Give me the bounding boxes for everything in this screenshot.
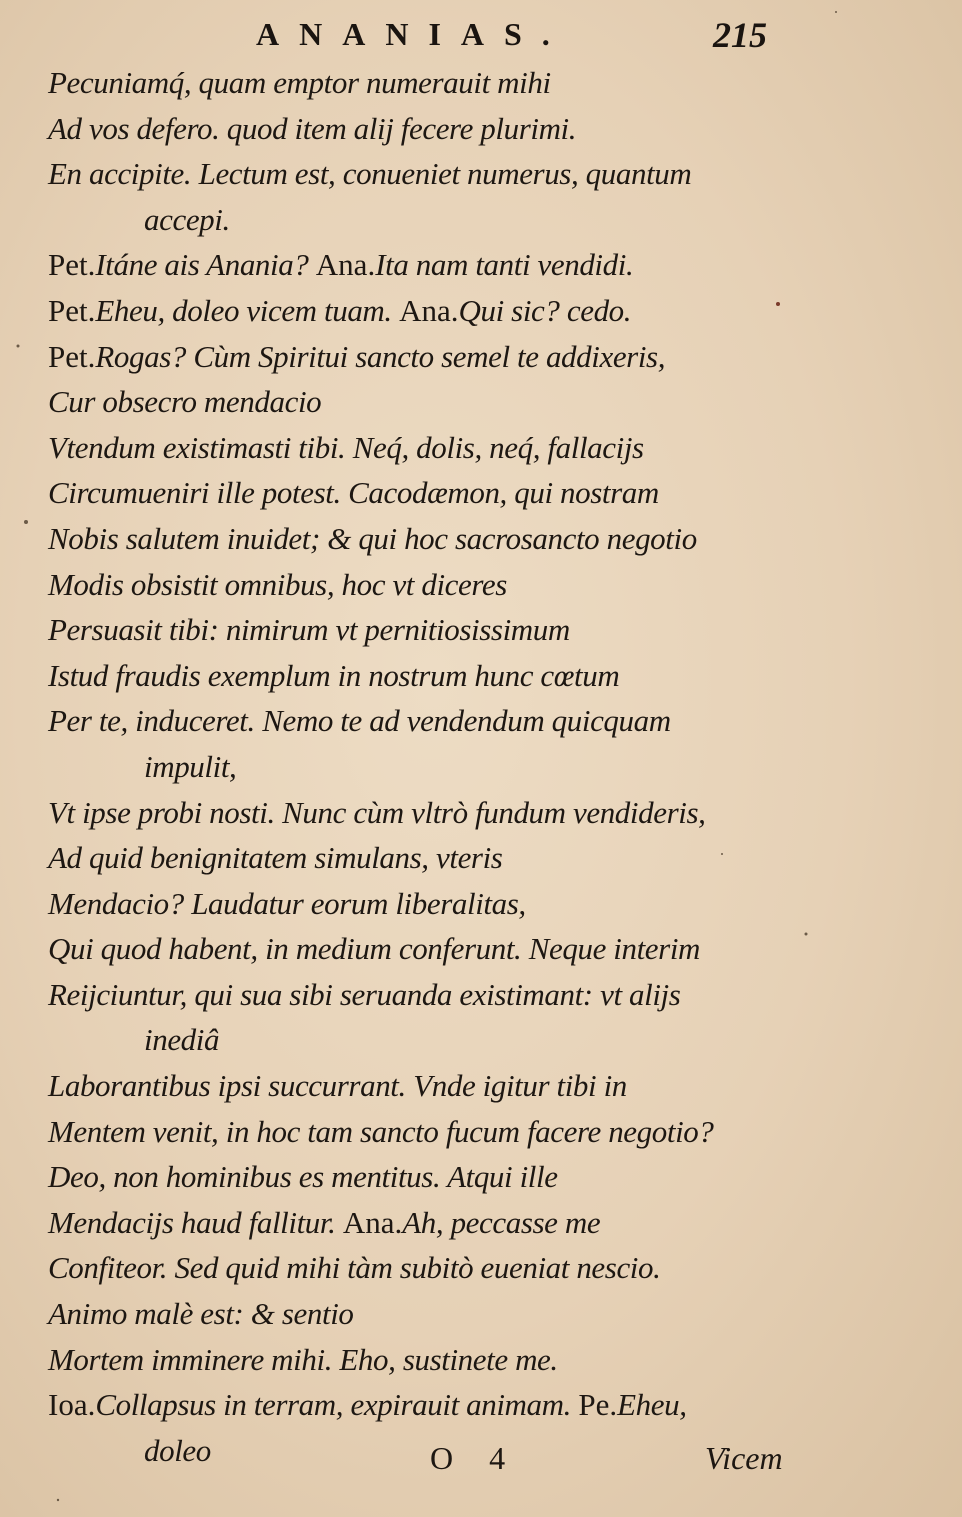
line-text: Mendacijs haud fallitur.: [48, 1204, 343, 1240]
line-text: Mentem venit, in hoc tam sancto fucum facere negotio?: [48, 1113, 714, 1149]
text-line: [48, 1382, 808, 1428]
speaker-name: Ana.: [315, 247, 376, 283]
text-line: [48, 334, 808, 380]
text-line: [48, 242, 808, 288]
text-line: [48, 516, 808, 562]
line-text: Circumueniri ille potest. Cacodæmon, qui nostram: [48, 475, 659, 511]
text-line: [48, 744, 808, 790]
line-text: doleo: [144, 1432, 211, 1468]
speaker-name: Ioa.: [48, 1387, 96, 1423]
line-text: Laborantibus ipsi succurrant. Vnde igitur tibi in: [48, 1068, 627, 1104]
line-text: Eheu,: [617, 1387, 687, 1423]
line-text: Rogas? Cùm Spiritui sancto semel te addixeris,: [95, 338, 666, 374]
text-line: [48, 1337, 808, 1383]
text-line: [48, 151, 808, 197]
line-text: Animo malè est: & sentio: [48, 1296, 354, 1332]
line-text: Ad quid benignitatem simulans, vteris: [48, 840, 503, 876]
speaker-name: Ana.: [342, 1204, 403, 1240]
page-footer: [0, 1436, 962, 1486]
line-text: Qui quod habent, in medium conferunt. Neque interim: [48, 931, 701, 967]
line-text: Istud fraudis exemplum in nostrum hunc cœtum: [48, 657, 620, 693]
signature-mark: O 4: [430, 1440, 520, 1476]
text-line: [48, 926, 808, 972]
speaker-name: Pet.: [48, 292, 96, 328]
text-line: [48, 1063, 808, 1109]
line-text: En accipite. Lectum est, conueniet numerus, quantum: [48, 156, 692, 192]
text-line: [48, 106, 808, 152]
text-line: [48, 1245, 808, 1291]
line-text: Cur obsecro mendacio: [48, 384, 322, 420]
line-text: Vtendum existimasti tibi. Neq́, dolis, neq́, fallacijs: [48, 429, 644, 465]
line-text: Pecuniamq́, quam emptor numerauit mihi: [48, 65, 551, 100]
line-text: accepi.: [144, 201, 230, 237]
text-line: [48, 653, 808, 699]
text-line: [48, 1291, 808, 1337]
line-text: Persuasit tibi: nimirum vt pernitiosissimum: [48, 612, 570, 648]
text-line: [48, 379, 808, 425]
text-line: [48, 1017, 808, 1063]
line-text: Confiteor. Sed quid mihi tàm subitò eueniat nescio.: [48, 1250, 661, 1286]
text-line: [48, 1154, 808, 1200]
text-line: [48, 790, 808, 836]
text-line: [48, 1109, 808, 1155]
speaker-name: Ana.: [399, 292, 459, 328]
line-text: Mendacio? Laudatur eorum liberalitas,: [48, 885, 526, 921]
line-text: Itáne ais Anania?: [95, 247, 316, 283]
line-text: Nobis salutem inuidet; & qui hoc sacrosancto negotio: [48, 520, 697, 556]
line-text: Modis obsistit omnibus, hoc vt diceres: [48, 566, 507, 602]
line-text: Mortem imminere mihi. Eho, sustinete me.: [48, 1341, 558, 1377]
line-text: Ad vos defero. quod item alij fecere plurimi.: [48, 110, 577, 146]
text-line: [48, 425, 808, 471]
verse-text-block: [48, 60, 808, 1473]
running-title: ANANIAS.: [256, 16, 570, 52]
line-text: Collapsus in terram, expirauit animam.: [95, 1387, 579, 1423]
line-text: Vt ipse probi nosti. Nunc cùm vltrò fundum vendideris,: [48, 794, 706, 830]
speaker-name: Pet.: [48, 247, 96, 283]
line-text: Qui sic? cedo.: [458, 292, 632, 328]
line-text: Reijciuntur, qui sua sibi seruanda existimant: vt alijs: [48, 976, 681, 1012]
line-text: impulit,: [144, 748, 237, 784]
text-line: [48, 698, 808, 744]
text-line: [48, 470, 808, 516]
speaker-name: Pet.: [48, 338, 96, 374]
line-text: Ah, peccasse me: [402, 1204, 601, 1240]
line-text: inediâ: [144, 1022, 220, 1058]
line-text: Ita nam tanti vendidi.: [375, 247, 634, 283]
line-text: Per te, induceret. Nemo te ad vendendum quicquam: [48, 703, 671, 739]
text-line: [48, 1200, 808, 1246]
speaker-name: Pe.: [578, 1387, 618, 1423]
text-line: [48, 562, 808, 608]
text-line: [48, 881, 808, 927]
text-line: [48, 972, 808, 1018]
text-line: [48, 607, 808, 653]
page-number: 215: [713, 15, 767, 55]
text-line: [48, 835, 808, 881]
line-text: Deo, non hominibus es mentitus. Atqui ille: [48, 1159, 558, 1195]
line-text: Eheu, doleo vicem tuam.: [95, 292, 400, 328]
text-line: [48, 288, 808, 334]
text-line: [48, 197, 808, 243]
running-head: [0, 10, 962, 60]
catchword: Vicem: [705, 1440, 783, 1476]
text-line: [48, 60, 808, 106]
